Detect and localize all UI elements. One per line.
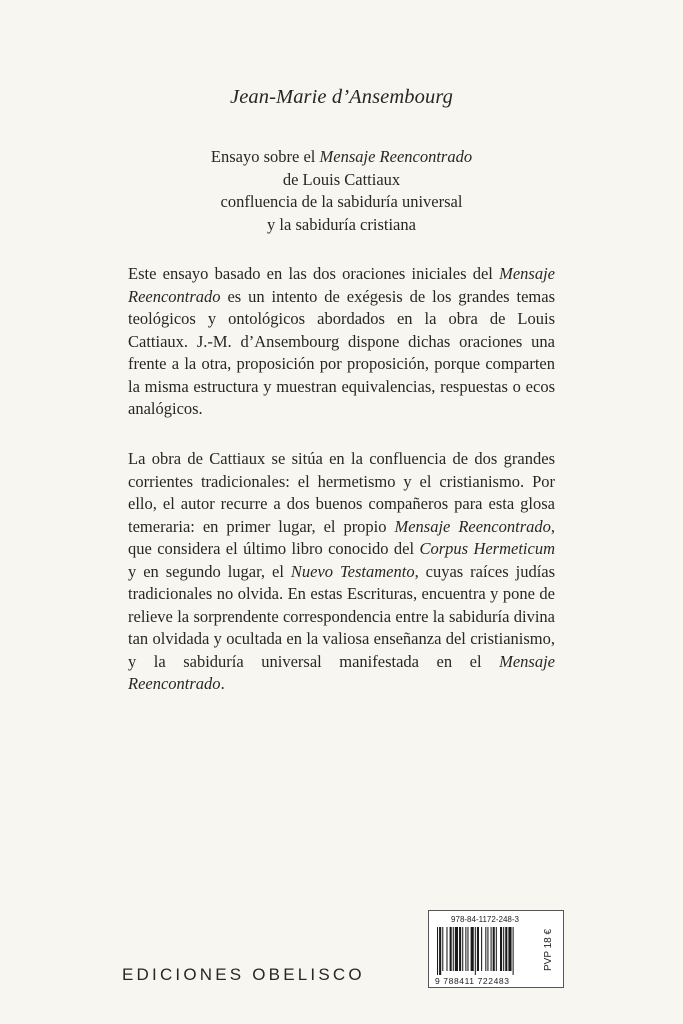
barcode-bar <box>442 927 443 971</box>
barcode-bar <box>471 927 474 971</box>
barcode-bar <box>465 927 466 971</box>
barcode-bar <box>503 927 504 971</box>
subtitle-line: de Louis Cattiaux <box>282 169 401 189</box>
book-subtitle <box>0 146 683 236</box>
barcode-bar <box>513 927 514 975</box>
subtitle-line: y la sabiduría cristiana <box>267 214 416 234</box>
barcode-digits: 9 788411 722483 <box>435 976 510 986</box>
barcode-bar <box>439 927 441 975</box>
barcode-bar <box>462 927 463 971</box>
barcode-bar <box>487 927 488 971</box>
barcode-bar <box>496 927 497 971</box>
barcode-bar <box>437 927 438 975</box>
barcode-bar <box>453 927 454 971</box>
barcode-bars <box>437 927 541 975</box>
barcode-bar <box>491 927 492 971</box>
publisher-name: EDICIONES OBELISCO <box>122 965 365 984</box>
synopsis-paragraph-2: La obra de Cattiaux se sitúa en la confluencia de dos grandes corrientes tradicionales: el hermetismo y el cristianismo. Por ello, el autor recurre a dos buenos compañeros para esta glosa temeraria: en primer lugar, el propio Mensaje Reencontrado, que considera el último libro conocido del Corpus Hermeticum y en segundo lugar, el Nuevo Testamento, cuyas raíces judías tradicionales no olvida. En estas Escrituras, encuentra y pone de relieve la sorprendente correspondencia entre la sabiduría divina tan olvidada y ocultada en la valiosa enseñanza del cristianismo, y la sabiduría universal manifestada en el Mensaje Reencontrado. <box>128 449 556 693</box>
subtitle-line: Ensayo sobre el Mensaje Reencontrado <box>210 147 473 166</box>
barcode-bar <box>459 927 461 971</box>
barcode-bar <box>475 927 476 975</box>
barcode-bar <box>446 927 447 971</box>
subtitle-line: confluencia de la sabiduría universal <box>220 192 463 211</box>
barcode-bar <box>500 927 502 971</box>
synopsis-paragraph-1: Este ensayo basado en las dos oraciones iniciales del Mensaje Reencontrado es un intento de exégesis de los grandes temas teológicos y ontológicos abordados en la obra de Louis Cattiaux. J.-M. d’Ansembourg dispone dichas oraciones una frente a la otra, proposición por proposición, porque comparten la misma estructura y muestran equivalencias, respuestas o ecos analógicos. <box>128 264 555 418</box>
barcode-label <box>428 910 564 988</box>
price-label: PVP 18 € <box>543 928 554 971</box>
barcode-bar <box>485 927 486 971</box>
barcode-bar <box>481 927 482 971</box>
author-name: Jean-Marie d’Ansembourg <box>230 86 453 108</box>
isbn-text: 978-84-1172-248-3 <box>451 915 519 924</box>
barcode-bar <box>493 927 495 971</box>
barcode-bar <box>477 927 479 971</box>
barcode-bar <box>508 927 511 971</box>
barcode-bar <box>467 927 468 971</box>
barcode-bar <box>450 927 452 971</box>
barcode-bar <box>455 927 458 971</box>
barcode-bar <box>505 927 507 971</box>
